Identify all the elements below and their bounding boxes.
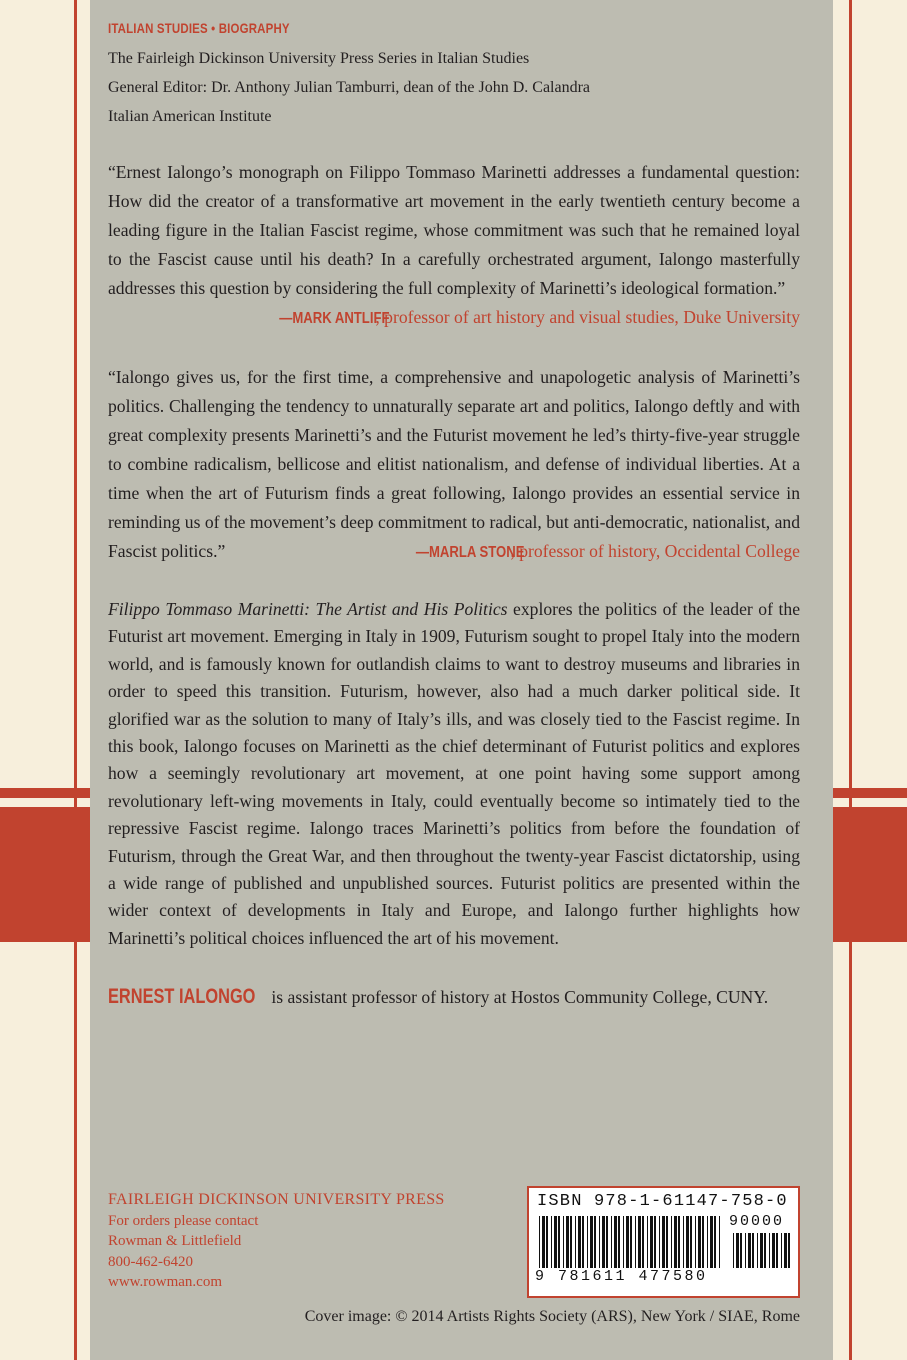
barcode-bar xyxy=(781,1233,782,1268)
author-bio xyxy=(108,982,800,1012)
barcode-bar xyxy=(590,1216,593,1268)
barcode-bar xyxy=(745,1233,746,1268)
barcode-bar xyxy=(554,1216,557,1268)
barcode-bar xyxy=(642,1216,644,1268)
series-title: The Fairleigh Dickinson University Press Series in Italian Studies xyxy=(108,50,530,67)
barcode-bar xyxy=(546,1216,548,1268)
barcode-bar xyxy=(542,1216,545,1268)
barcode-bar xyxy=(714,1216,716,1268)
barcode-bar xyxy=(563,1216,564,1268)
barcode-bar xyxy=(654,1216,656,1268)
barcode-bar xyxy=(662,1216,665,1268)
publisher-info xyxy=(108,1190,508,1293)
reviewer-affiliation: , professor of art history and visual studies, Duke University xyxy=(375,307,800,327)
barcode-bar xyxy=(626,1216,629,1268)
barcode-bar xyxy=(764,1233,766,1268)
barcode-bar xyxy=(690,1216,692,1268)
barcode-bar xyxy=(666,1216,668,1268)
barcode-bar xyxy=(594,1216,596,1268)
barcode-bar xyxy=(748,1233,751,1268)
cover-image-credit: Cover image: © 2014 Artists Rights Society (ARS), New York / SIAE, Rome xyxy=(304,1308,800,1325)
barcode-bar xyxy=(757,1233,758,1268)
barcode-bar xyxy=(650,1216,653,1268)
barcode-bar xyxy=(702,1216,704,1268)
blurb-attribution xyxy=(108,303,800,333)
barcode-bar xyxy=(582,1216,584,1268)
barcode-bar xyxy=(587,1216,588,1268)
isbn-barcode xyxy=(527,1186,800,1298)
barcode-bar xyxy=(659,1216,660,1268)
barcode-bar xyxy=(707,1216,708,1268)
barcode-bar xyxy=(611,1216,612,1268)
barcode-bar xyxy=(788,1233,790,1268)
author-name: ERNEST IALONGO xyxy=(108,985,256,1009)
barcode-bar xyxy=(719,1216,720,1268)
blurb-quote: “Ernest Ialongo’s monograph on Filippo Tommaso Marinetti addresses a fundamental question: How did the creator of a transformative art movement in the early twentieth century become a leading figure in the Italian Fascist regime, whose commitment was such that he remained loyal to the Fascist cause until his death? In a carefully orchestrated argument, Ialongo masterfully addresses this question by considering the full complexity of Marinetti’s ideological formation.” xyxy=(108,162,800,298)
barcode-bar xyxy=(733,1233,734,1268)
barcode-bar xyxy=(647,1216,648,1268)
price-barcode-bars xyxy=(733,1233,793,1268)
book-title: Filippo Tommaso Marinetti: The Artist and His Politics xyxy=(108,599,508,619)
barcode-bar xyxy=(551,1216,552,1268)
blurb-quote-text: “Ialongo gives us, for the first time, a comprehensive and unapologetic analysis of Marinetti’s politics. Challenging the tendency to unnaturally separate art and politics, Ialongo deftly and with great complexity presents Marinetti’s and the Futurist movement he led’s thirty-five-year struggle to combine radicalism, bellicose and elitist nationalism, and defense of individual liberties. At a time when the art of Futurism finds a great following, Ialongo provides an essential service in reminding us of the movement’s deep commitment to radical, but anti-democratic, nationalist, and Fascist politics.” xyxy=(108,367,800,561)
barcode-bar xyxy=(566,1216,569,1268)
barcode-bar xyxy=(635,1216,636,1268)
barcode-bar xyxy=(752,1233,754,1268)
barcode-bar xyxy=(606,1216,608,1268)
barcode-bar xyxy=(570,1216,572,1268)
barcode-bar xyxy=(736,1233,739,1268)
barcode-bar xyxy=(710,1216,713,1268)
back-cover-content xyxy=(108,18,800,1012)
blurb-attribution xyxy=(392,537,800,567)
barcode-bar xyxy=(638,1216,641,1268)
blurb-1 xyxy=(108,158,800,333)
barcode-bar xyxy=(784,1233,787,1268)
barcode-bar xyxy=(671,1216,672,1268)
website-link: www.rowman.com xyxy=(108,1274,223,1290)
barcode-bar xyxy=(695,1216,696,1268)
barcode-bar xyxy=(769,1233,770,1268)
orders-contact: For orders please contact xyxy=(108,1212,259,1229)
barcode-bar xyxy=(772,1233,775,1268)
description-body: explores the politics of the leader of the Futurist art movement. Emerging in Italy in 1909, Futurism sought to propel Italy into the modern world, and is famously known for outlandish claims to want to destroy museums and libraries in order to speed this transition. Futurism, however, also had a much darker political side. It glorified war as the solution to many of Italy’s ills, and was closely tied to the Fascist regime. In this book, Ialongo focuses on Marinetti as the chief determinant of Futurist politics and explores how a seemingly revolutionary art movement, at one point having some support among revolutionary left-wing movements in Italy, could eventually become so intimately tied to the repressive Fascist regime. Ialongo traces Marinetti’s politics from before the foundation of Futurism, through the Great War, and then throughout the twenty-year Fascist dictatorship, using a wide range of published and unpublished sources. Futurist politics are presented within the wider context of developments in Italy and Europe, and Ialongo further highlights how Marinetti’s political choices influenced the art of his movement. xyxy=(108,599,800,948)
author-bio-text: is assistant professor of history at Hostos Community College, CUNY. xyxy=(267,987,769,1008)
blurb-quote xyxy=(108,363,800,566)
vertical-rule-right xyxy=(849,0,852,1360)
barcode-bar xyxy=(760,1233,763,1268)
barcode-bar xyxy=(686,1216,689,1268)
isbn-number: ISBN 978-1-61147-758-0 xyxy=(537,1192,788,1211)
vertical-rule-left xyxy=(74,0,77,1360)
reviewer-name: —MARLA STONE xyxy=(415,544,525,561)
distributor: Rowman & Littlefield xyxy=(108,1233,242,1249)
barcode-bar xyxy=(578,1216,581,1268)
barcode-bar xyxy=(599,1216,600,1268)
description-text xyxy=(108,596,800,952)
barcode-bar xyxy=(614,1216,617,1268)
barcode-bar xyxy=(678,1216,680,1268)
barcode-bar xyxy=(630,1216,632,1268)
general-editor-cont: Italian American Institute xyxy=(108,108,272,125)
general-editor: General Editor: Dr. Anthony Julian Tamburri, dean of the John D. Calandra xyxy=(108,79,591,96)
phone-number: 800-462-6420 xyxy=(108,1253,193,1270)
reviewer-affiliation: , professor of history, Occidental College xyxy=(510,541,800,561)
publisher-name: FAIRLEIGH DICKINSON UNIVERSITY PRESS xyxy=(108,1191,445,1208)
barcode-bar xyxy=(740,1233,742,1268)
barcode-bar xyxy=(776,1233,778,1268)
barcode-bar xyxy=(698,1216,701,1268)
barcode-bar xyxy=(674,1216,677,1268)
ean-barcode-bars xyxy=(539,1216,725,1268)
barcode-bar xyxy=(575,1216,576,1268)
ean-digits: 9 781611 477580 xyxy=(535,1268,708,1285)
blurb-2 xyxy=(108,363,800,566)
barcode-bar xyxy=(683,1216,684,1268)
barcode-bar xyxy=(558,1216,560,1268)
price-code: 90000 xyxy=(729,1213,785,1230)
book-description xyxy=(108,596,800,952)
barcode-bar xyxy=(602,1216,605,1268)
barcode-bar xyxy=(623,1216,624,1268)
barcode-bar xyxy=(539,1216,540,1268)
barcode-bar xyxy=(618,1216,620,1268)
reviewer-name: —MARK ANTLIFF xyxy=(279,310,390,327)
category-label: ITALIAN STUDIES • BIOGRAPHY xyxy=(108,20,290,36)
